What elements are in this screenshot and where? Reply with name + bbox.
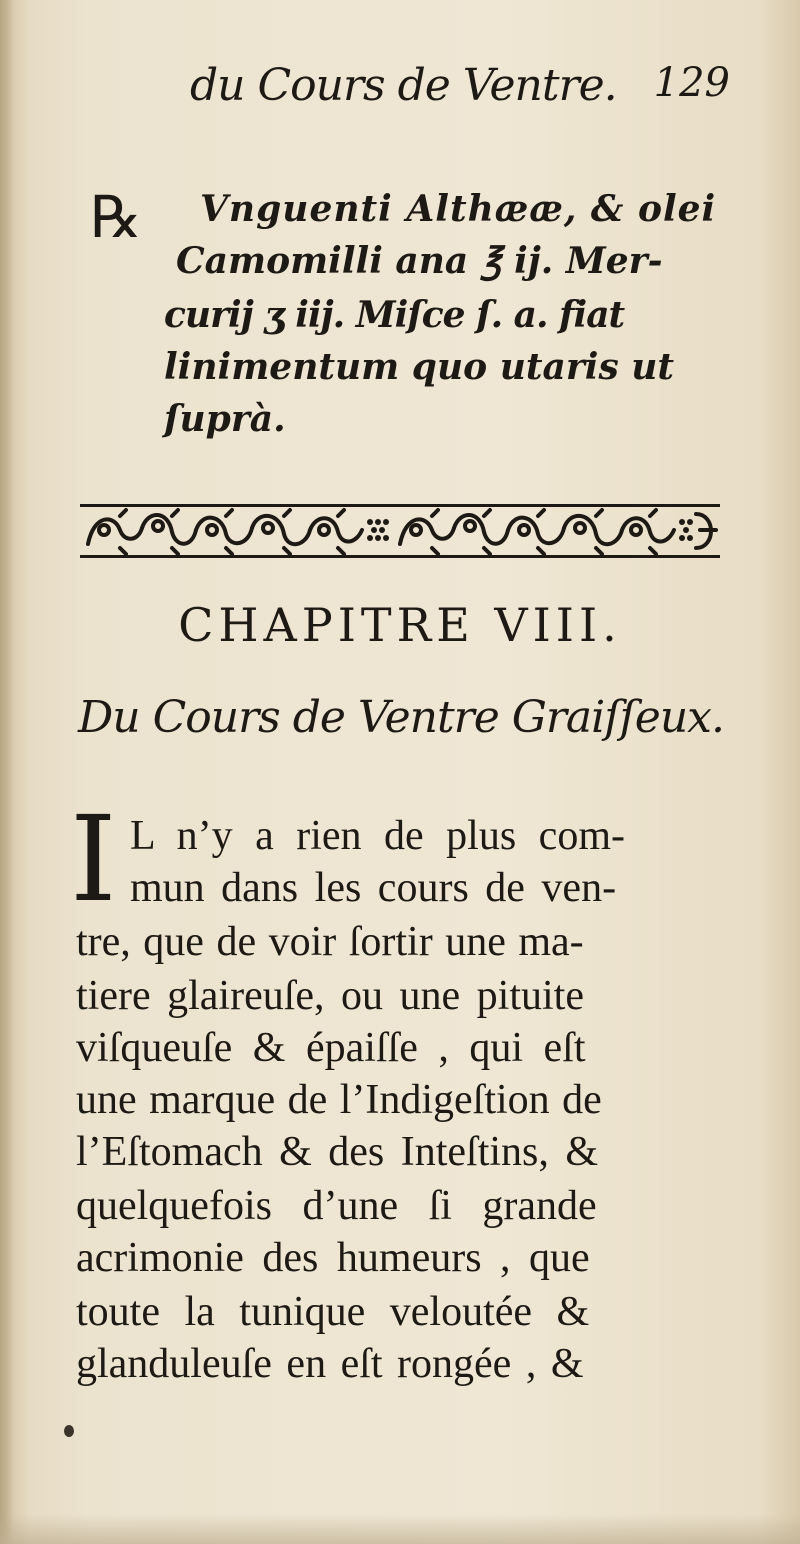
page-binding-shadow bbox=[0, 0, 14, 1544]
body-line: L n’y a rien de plus com- bbox=[130, 813, 625, 859]
recipe-line: ſuprà. bbox=[164, 398, 286, 440]
body-line: tre, que de voir ſortir une ma- bbox=[76, 919, 584, 965]
body-line: acrimonie des humeurs , que bbox=[76, 1235, 590, 1281]
body-line: tiere glaireuſe, ou une pituite bbox=[76, 973, 584, 1019]
drop-cap: I bbox=[70, 790, 117, 928]
running-head bbox=[190, 60, 730, 120]
body-line: toute la tunique veloutée & bbox=[76, 1289, 590, 1335]
page-number: 129 bbox=[653, 60, 730, 106]
body-line: mun dans les cours de ven- bbox=[130, 865, 617, 911]
ink-spot bbox=[64, 1425, 74, 1437]
decorative-ornament-band bbox=[80, 500, 720, 562]
body-line: viſqueuſe & épaiſſe , qui eſt bbox=[76, 1025, 586, 1071]
recipe-line: Vnguenti Althææ, & olei bbox=[200, 188, 717, 230]
chapter-heading: CHAPITRE VIII. bbox=[178, 598, 622, 652]
body-line: une marque de l’Indigeſtion de bbox=[76, 1077, 602, 1123]
body-line: quelquefois d’une ſi grande bbox=[76, 1183, 597, 1229]
body-line: glanduleuſe en eſt rongée , & bbox=[76, 1341, 584, 1387]
recipe-line: Camomilli ana ℥ ij. Mer- bbox=[176, 240, 663, 282]
recipe-line: linimentum quo utaris ut bbox=[164, 346, 675, 388]
recipe-line: curij ʒ iij. Miſce ſ. a. fiat bbox=[164, 294, 625, 336]
page-bottom-shadow bbox=[0, 1514, 800, 1544]
recipe-symbol: ℞ bbox=[90, 183, 142, 251]
running-head-title: du Cours de Ventre. bbox=[190, 60, 617, 111]
body-line: l’Eſtomach & des Inteſtins, & bbox=[76, 1129, 599, 1175]
chapter-subtitle: Du Cours de Ventre Graiſſeux. bbox=[78, 692, 724, 743]
